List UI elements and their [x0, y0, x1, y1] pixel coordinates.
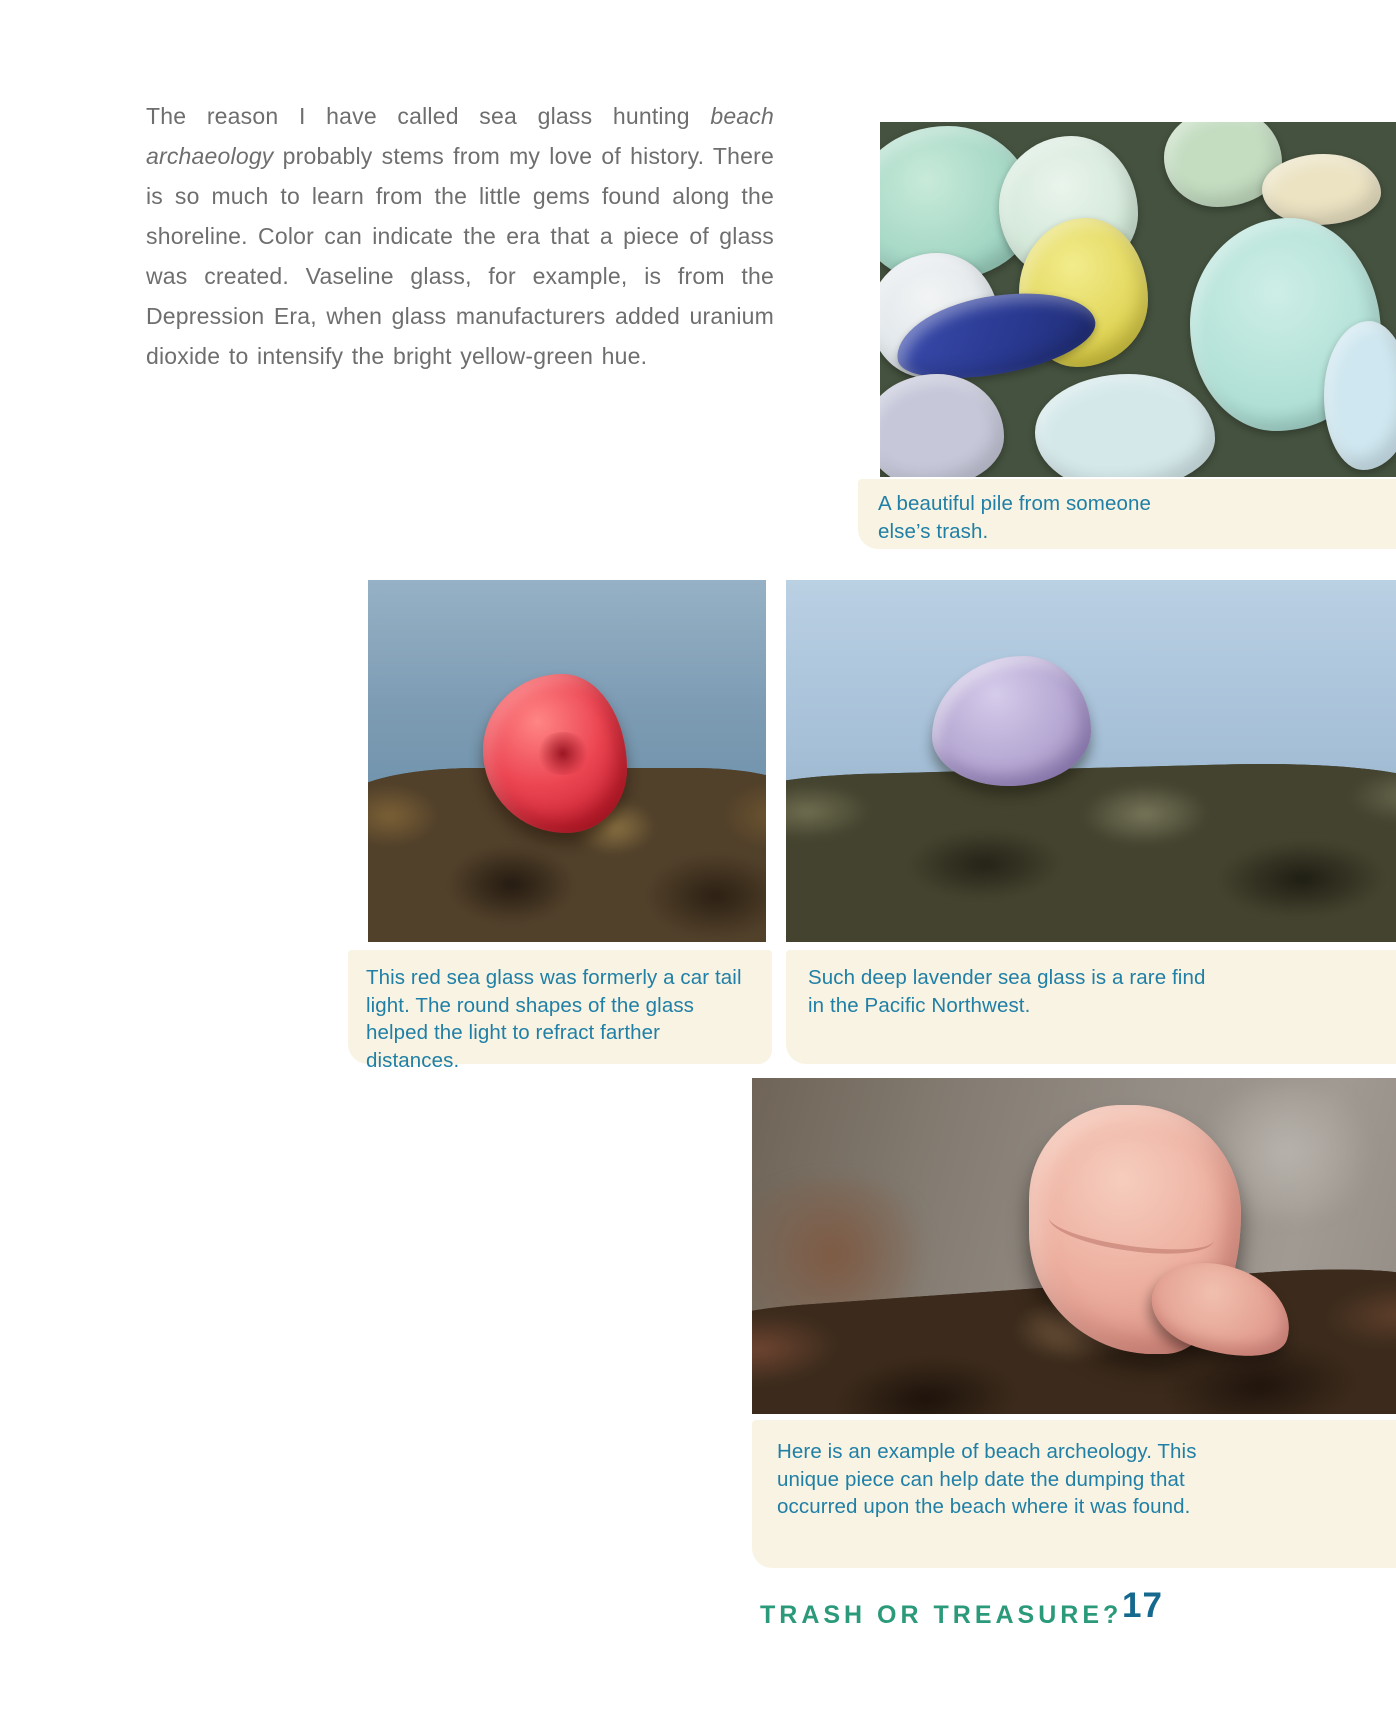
rock-ridge: [786, 759, 1396, 942]
body-paragraph: [146, 96, 774, 376]
caption-box-lavender-sea-glass: [786, 950, 1396, 1064]
caption-lavender-sea-glass: Such deep lavender sea glass is a rare find in the Pacific Northwest.: [808, 966, 1206, 1017]
caption-box-red-sea-glass: [348, 950, 772, 1072]
caption-box-sea-glass-pile: [858, 479, 1396, 549]
glass-piece-cream-topright: [1262, 154, 1381, 225]
glass-piece-paleblue-bottom: [1035, 374, 1216, 477]
caption-box-pink-sea-glass: [752, 1420, 1396, 1568]
glass-piece-lavender-bottomleft: [880, 374, 1004, 477]
caption-pink-sea-glass: Here is an example of beach archeology. This unique piece can help date the dumping that occurred upon the beach where it was found.: [777, 1440, 1197, 1518]
lavender-sea-glass-photo: [786, 580, 1396, 942]
pink-sea-glass-photo: [752, 1078, 1396, 1414]
red-glass-dimple: [535, 732, 591, 775]
sea-glass-pile-photo: [880, 122, 1396, 477]
caption-sea-glass-pile: A beautiful pile from someone else’s trash.: [878, 492, 1151, 543]
caption-red-sea-glass: This red sea glass was formerly a car tail light. The round shapes of the glass helped the light to refract farther distances.: [366, 966, 742, 1072]
running-footer-title: TRASH OR TREASURE?: [760, 1601, 1123, 1629]
body-italic-phrase: beach archaeology: [146, 103, 774, 169]
red-sea-glass-photo: [368, 580, 766, 942]
page-number: 17: [1122, 1586, 1163, 1625]
body-text-segment-2: probably stems from my love of history. There is so much to learn from the little gems found along the shoreline. Color can indicate the era that a piece of glass was created. Vaseline glass, for example, is from the Depression Era, when glass manufacturers added uranium dioxide to intensify the bright yellow-green hue.: [146, 143, 774, 369]
lavender-glass-piece: [932, 656, 1091, 786]
body-text-segment-1: The reason I have called sea glass hunting: [146, 103, 711, 129]
rock-ridge-texture: [786, 759, 1396, 942]
